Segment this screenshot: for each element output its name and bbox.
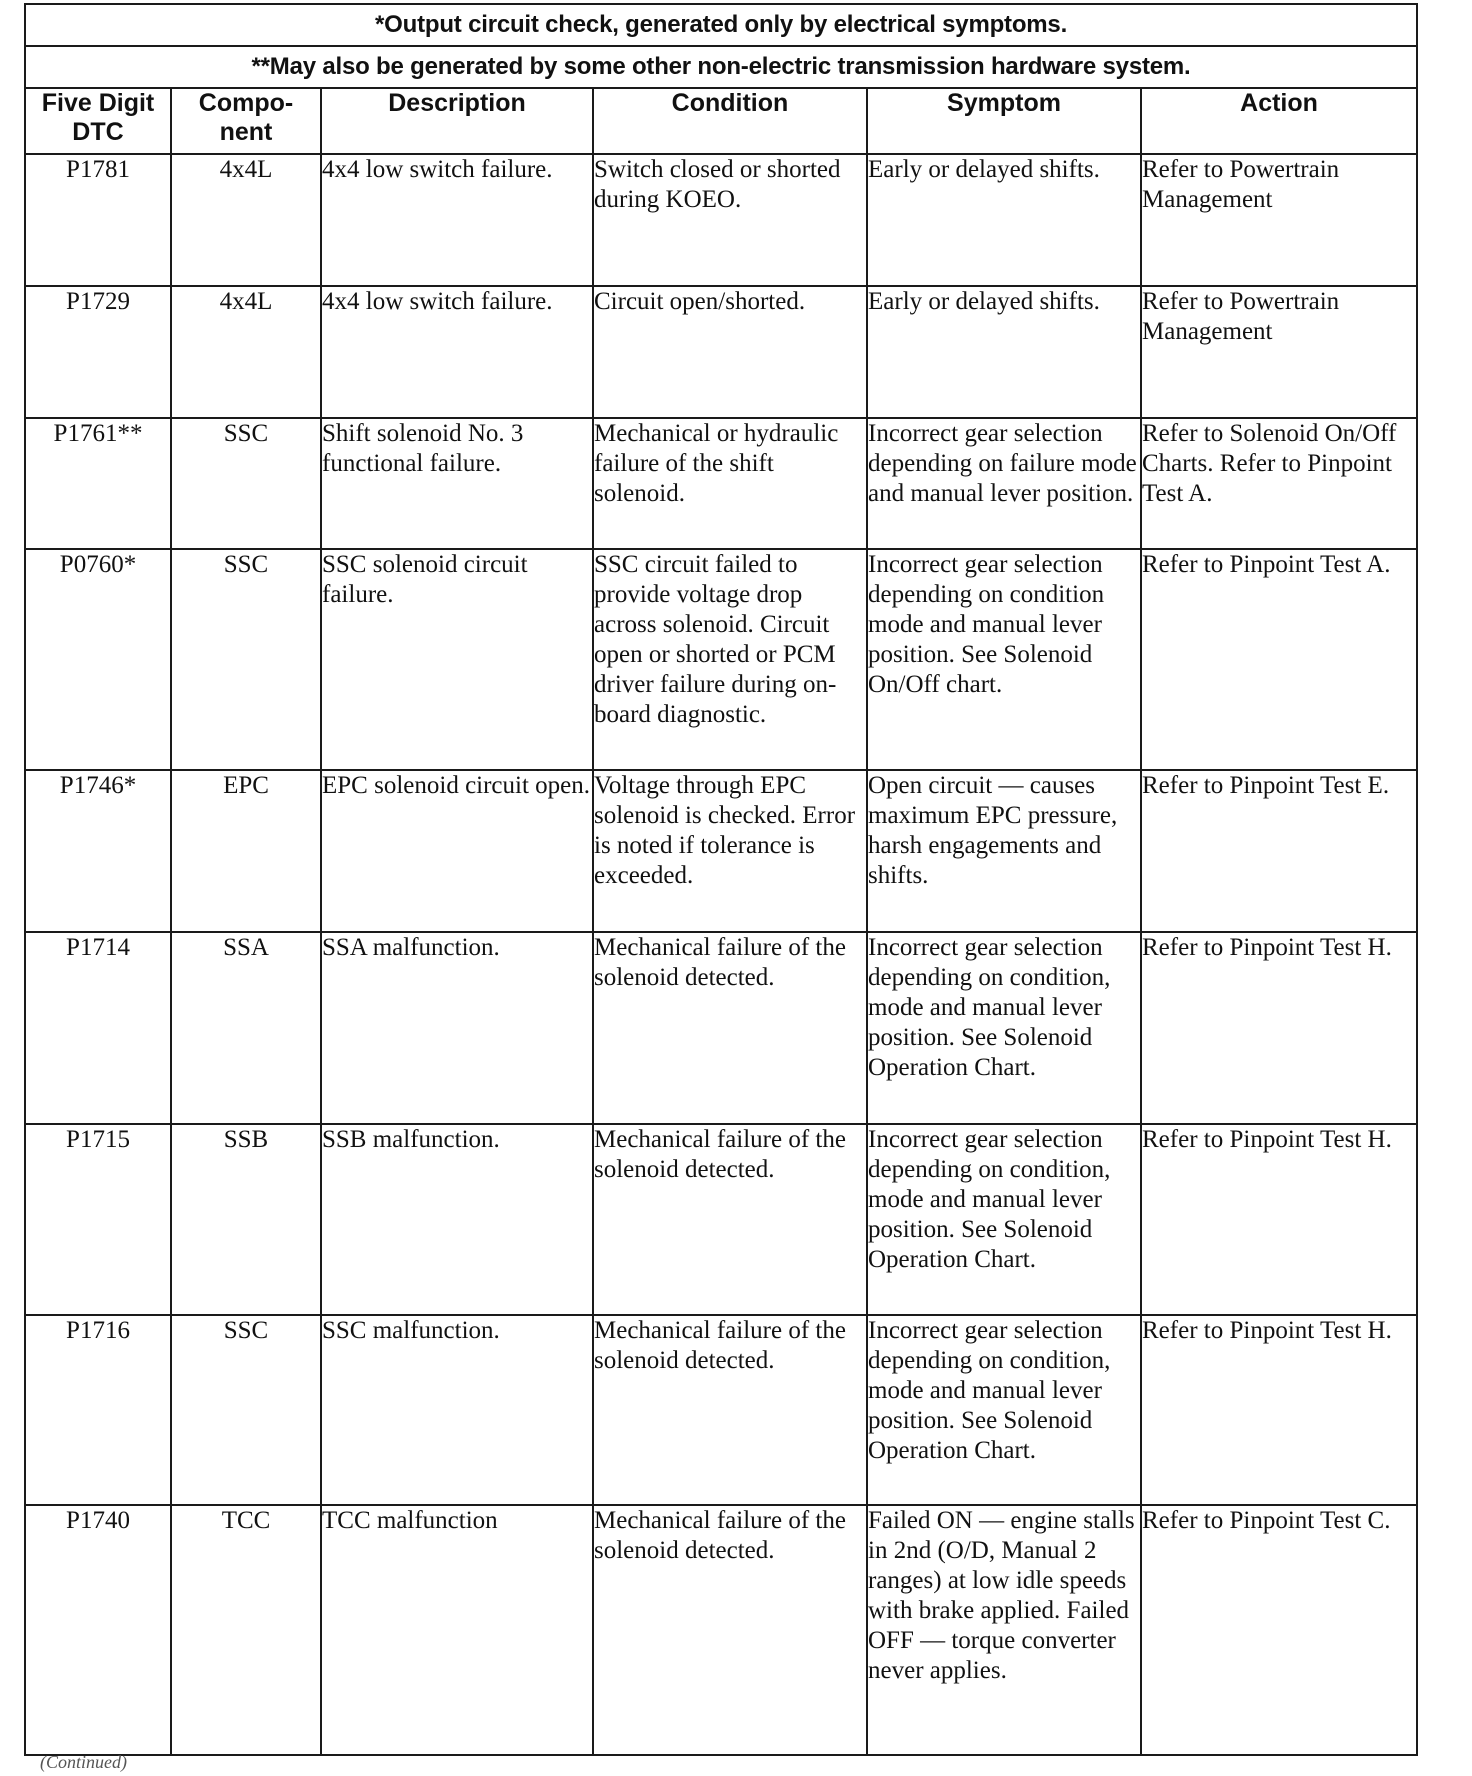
dtc-code: P1761**	[25, 418, 171, 549]
component: SSA	[171, 932, 321, 1124]
dtc-code: P1740	[25, 1505, 171, 1755]
symptom: Failed ON — engine stalls in 2nd (O/D, Manual 2 ranges) at low idle speeds with brake applied. Failed OFF — torque converter never applies.	[867, 1505, 1141, 1755]
table-row	[25, 1124, 1417, 1315]
symptom: Early or delayed shifts.	[867, 154, 1141, 286]
header-action: Action	[1141, 88, 1417, 154]
continued-note: (Continued)	[40, 1752, 127, 1772]
description: Shift solenoid No. 3 functional failure.	[321, 418, 593, 549]
header-component-line2: nent	[219, 118, 273, 146]
symptom: Open circuit — causes maximum EPC pressure, harsh engagements and shifts.	[867, 770, 1141, 932]
symptom: Incorrect gear selection depending on failure mode and manual lever position.	[867, 418, 1141, 549]
header-condition: Condition	[593, 88, 867, 154]
condition: Circuit open/shorted.	[593, 286, 867, 418]
dtc-table	[24, 3, 1418, 1756]
condition: Switch closed or shorted during KOEO.	[593, 154, 867, 286]
dtc-table-page	[24, 3, 1416, 1756]
description: 4x4 low switch failure.	[321, 286, 593, 418]
header-component	[171, 88, 321, 154]
symptom: Incorrect gear selection depending on condition, mode and manual lever position. See Solenoid Operation Chart.	[867, 1124, 1141, 1315]
symptom: Early or delayed shifts.	[867, 286, 1141, 418]
condition: Mechanical failure of the solenoid detected.	[593, 932, 867, 1124]
description: SSC solenoid circuit failure.	[321, 549, 593, 770]
component: SSC	[171, 418, 321, 549]
table-row	[25, 1315, 1417, 1505]
component: SSC	[171, 549, 321, 770]
header-dtc-line2: DTC	[72, 118, 124, 146]
action: Refer to Powertrain Management	[1141, 154, 1417, 286]
dtc-code: P1729	[25, 286, 171, 418]
description: SSB malfunction.	[321, 1124, 593, 1315]
header-description: Description	[321, 88, 593, 154]
dtc-code: P1714	[25, 932, 171, 1124]
condition: SSC circuit failed to provide voltage drop across solenoid. Circuit open or shorted or PCM driver failure during on-board diagnostic.	[593, 549, 867, 770]
symptom: Incorrect gear selection depending on condition mode and manual lever position. See Solenoid On/Off chart.	[867, 549, 1141, 770]
dtc-code: P1716	[25, 1315, 171, 1505]
condition: Mechanical failure of the solenoid detected.	[593, 1315, 867, 1505]
header-row	[25, 88, 1417, 154]
header-dtc	[25, 88, 171, 154]
table-row	[25, 418, 1417, 549]
action: Refer to Powertrain Management	[1141, 286, 1417, 418]
table-row	[25, 1505, 1417, 1755]
description: SSC malfunction.	[321, 1315, 593, 1505]
header-symptom: Symptom	[867, 88, 1141, 154]
description: SSA malfunction.	[321, 932, 593, 1124]
description: EPC solenoid circuit open.	[321, 770, 593, 932]
component: EPC	[171, 770, 321, 932]
note-row-2	[25, 46, 1417, 88]
header-component-line1: Compo-	[198, 89, 294, 117]
table-row	[25, 549, 1417, 770]
action: Refer to Pinpoint Test H.	[1141, 932, 1417, 1124]
action: Refer to Pinpoint Test E.	[1141, 770, 1417, 932]
component: TCC	[171, 1505, 321, 1755]
description: TCC malfunction	[321, 1505, 593, 1755]
action: Refer to Pinpoint Test C.	[1141, 1505, 1417, 1755]
dtc-code: P1781	[25, 154, 171, 286]
note-non-electric-hardware: **May also be generated by some other non-electric transmission hardware system.	[25, 46, 1417, 88]
dtc-code: P1715	[25, 1124, 171, 1315]
action: Refer to Pinpoint Test A.	[1141, 549, 1417, 770]
condition: Mechanical failure of the solenoid detected.	[593, 1505, 867, 1755]
dtc-code: P1746*	[25, 770, 171, 932]
action: Refer to Solenoid On/Off Charts. Refer to Pinpoint Test A.	[1141, 418, 1417, 549]
condition: Voltage through EPC solenoid is checked. Error is noted if tolerance is exceeded.	[593, 770, 867, 932]
table-row	[25, 154, 1417, 286]
note-row-1	[25, 4, 1417, 46]
condition: Mechanical or hydraulic failure of the shift solenoid.	[593, 418, 867, 549]
description: 4x4 low switch failure.	[321, 154, 593, 286]
table-row	[25, 286, 1417, 418]
action: Refer to Pinpoint Test H.	[1141, 1124, 1417, 1315]
table-row	[25, 770, 1417, 932]
component: SSB	[171, 1124, 321, 1315]
symptom: Incorrect gear selection depending on condition, mode and manual lever position. See Solenoid Operation Chart.	[867, 1315, 1141, 1505]
symptom: Incorrect gear selection depending on condition, mode and manual lever position. See Solenoid Operation Chart.	[867, 932, 1141, 1124]
action: Refer to Pinpoint Test H.	[1141, 1315, 1417, 1505]
table-row	[25, 932, 1417, 1124]
dtc-code: P0760*	[25, 549, 171, 770]
component: 4x4L	[171, 154, 321, 286]
component: SSC	[171, 1315, 321, 1505]
note-electrical-symptoms: *Output circuit check, generated only by electrical symptoms.	[25, 4, 1417, 46]
condition: Mechanical failure of the solenoid detected.	[593, 1124, 867, 1315]
component: 4x4L	[171, 286, 321, 418]
header-dtc-line1: Five Digit	[41, 89, 155, 117]
